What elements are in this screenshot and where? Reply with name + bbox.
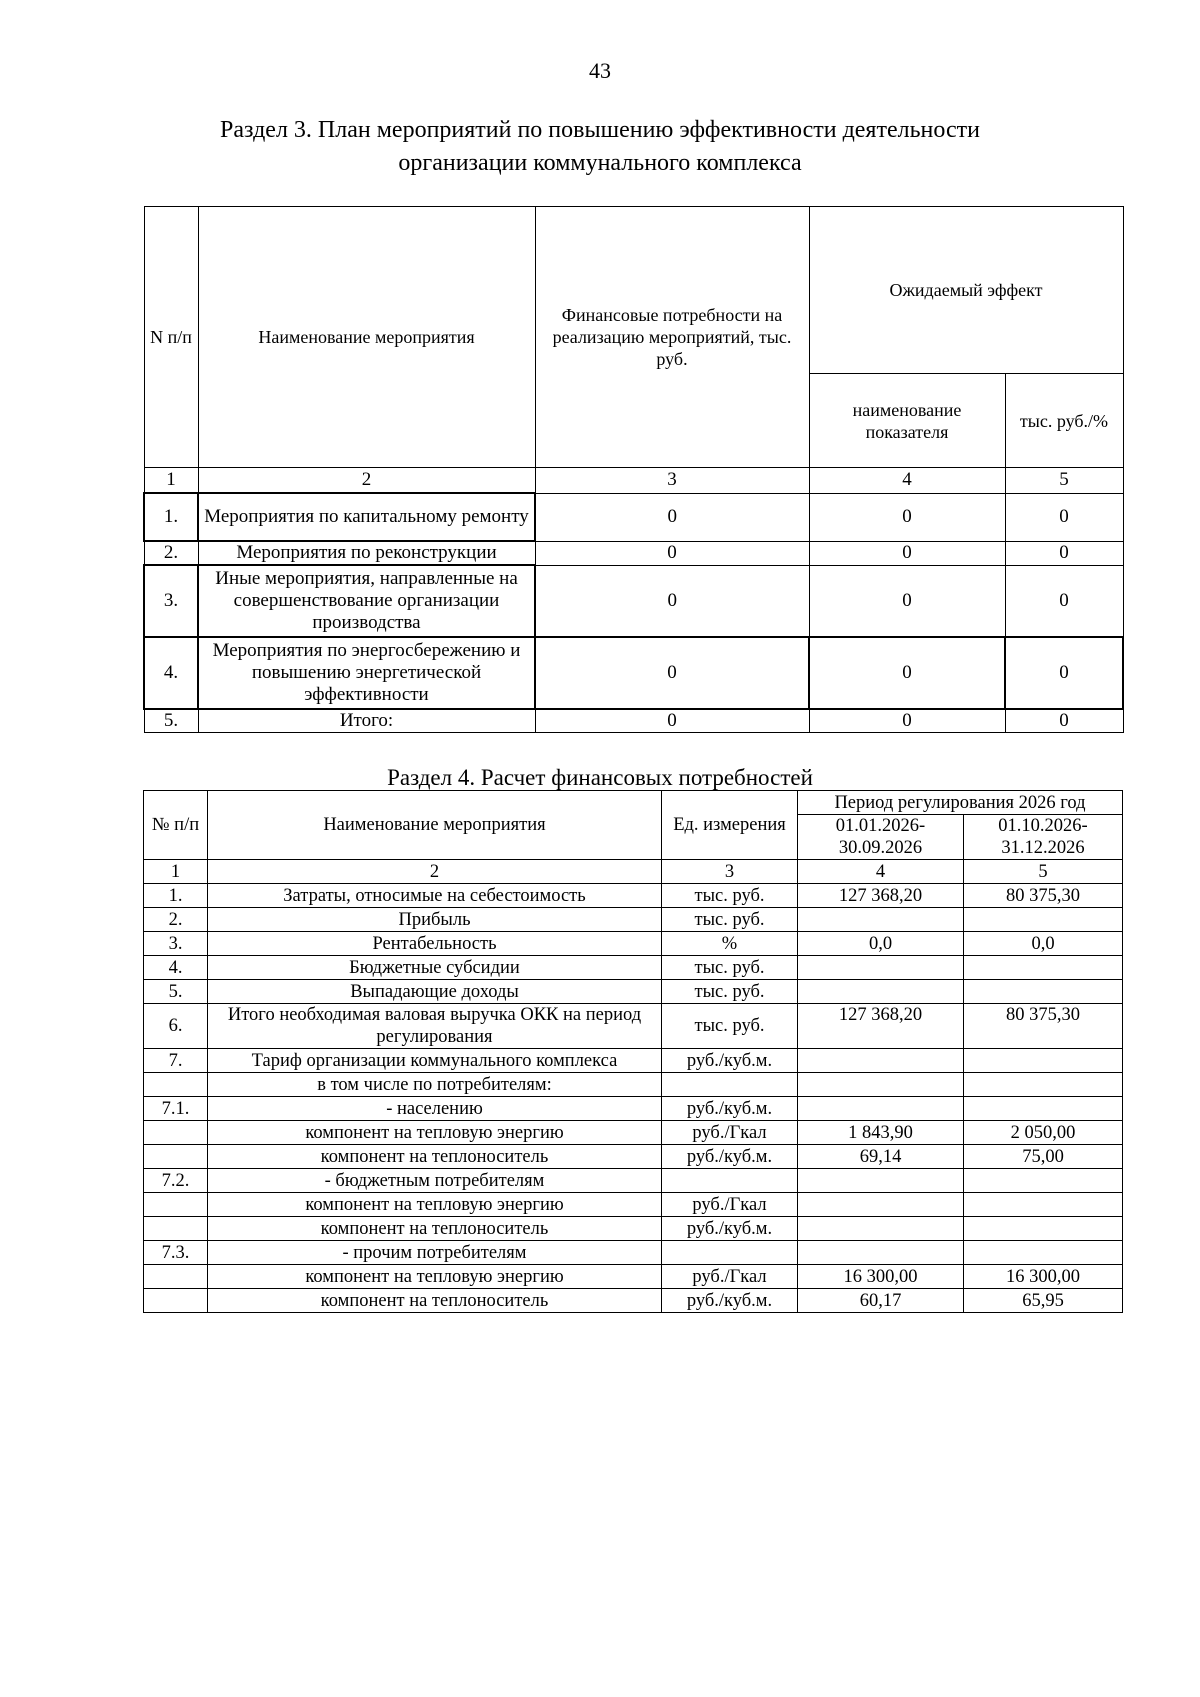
row-name: компонент на тепловую энергию xyxy=(208,1265,662,1289)
row-name: Итого: xyxy=(198,709,535,733)
header-period-2: 01.10.2026- 31.12.2026 xyxy=(964,815,1123,860)
row-value: 0 xyxy=(1005,493,1123,541)
section3-table xyxy=(143,206,1124,733)
row-name: Затраты, относимые на себестоимость xyxy=(208,884,662,908)
row-name: - населению xyxy=(208,1097,662,1121)
row-value-period-1 xyxy=(798,1169,964,1193)
row-num: 2. xyxy=(144,908,208,932)
table-row xyxy=(144,709,1123,733)
row-name: Мероприятия по энергосбережению и повышению энергетической эффективности xyxy=(198,637,535,709)
row-finance: 0 xyxy=(535,493,809,541)
row-value-period-1 xyxy=(798,908,964,932)
row-unit: руб./куб.м. xyxy=(662,1289,798,1313)
section4-title: Раздел 4. Расчет финансовых потребностей xyxy=(387,765,813,790)
row-value-period-1 xyxy=(798,980,964,1004)
row-value-period-2 xyxy=(964,956,1123,980)
row-value-period-1 xyxy=(798,956,964,980)
table-row xyxy=(144,1265,1123,1289)
row-unit xyxy=(662,1073,798,1097)
row-name: - прочим потребителям xyxy=(208,1241,662,1265)
table-row xyxy=(144,1073,1123,1097)
table-row xyxy=(144,565,1123,637)
row-unit: тыс. руб. xyxy=(662,1004,798,1049)
row-num xyxy=(144,1073,208,1097)
row-num xyxy=(144,1145,208,1169)
header-name: Наименование мероприятия xyxy=(198,207,535,468)
row-value-period-2: 65,95 xyxy=(964,1289,1123,1313)
row-indicator: 0 xyxy=(809,541,1005,565)
row-num: 3. xyxy=(144,932,208,956)
row-name: Иные мероприятия, направленные на совершенствование организации производства xyxy=(198,565,535,637)
table-row xyxy=(144,493,1123,541)
row-unit: руб./куб.м. xyxy=(662,1145,798,1169)
row-name: Прибыль xyxy=(208,908,662,932)
row-unit: тыс. руб. xyxy=(662,908,798,932)
table-row xyxy=(144,932,1123,956)
row-value-period-2 xyxy=(964,1073,1123,1097)
column-number: 2 xyxy=(208,860,662,884)
table-row xyxy=(144,1097,1123,1121)
row-name: Выпадающие доходы xyxy=(208,980,662,1004)
row-value-period-2 xyxy=(964,1217,1123,1241)
row-num: 5. xyxy=(144,709,198,733)
row-value-period-1: 16 300,00 xyxy=(798,1265,964,1289)
header-num: № п/п xyxy=(144,791,208,860)
header-period-1: 01.01.2026- 30.09.2026 xyxy=(798,815,964,860)
row-num: 5. xyxy=(144,980,208,1004)
row-value: 0 xyxy=(1005,709,1123,733)
row-name: Мероприятия по реконструкции xyxy=(198,541,535,565)
table-row xyxy=(144,1193,1123,1217)
row-unit: руб./куб.м. xyxy=(662,1217,798,1241)
section4-body xyxy=(144,884,1123,1313)
row-value-period-2: 2 050,00 xyxy=(964,1121,1123,1145)
row-num: 7.1. xyxy=(144,1097,208,1121)
table-row xyxy=(144,1241,1123,1265)
row-name: компонент на тепловую энергию xyxy=(208,1121,662,1145)
column-number: 1 xyxy=(144,860,208,884)
section3-title-line2: организации коммунального комплекса xyxy=(398,150,802,176)
column-number: 5 xyxy=(1005,468,1123,494)
row-indicator: 0 xyxy=(809,565,1005,637)
header-name: Наименование мероприятия xyxy=(208,791,662,860)
header-indicator-name: наименование показателя xyxy=(809,374,1005,468)
column-number: 3 xyxy=(535,468,809,494)
row-value-period-1: 127 368,20 xyxy=(798,884,964,908)
row-value-period-2 xyxy=(964,1241,1123,1265)
row-name: Рентабельность xyxy=(208,932,662,956)
row-num xyxy=(144,1121,208,1145)
row-name: компонент на тепловую энергию xyxy=(208,1193,662,1217)
row-unit: руб./Гкал xyxy=(662,1121,798,1145)
row-value: 0 xyxy=(1005,565,1123,637)
row-name: Мероприятия по капитальному ремонту xyxy=(198,493,535,541)
row-name: Тариф организации коммунального комплекса xyxy=(208,1049,662,1073)
row-num: 7.2. xyxy=(144,1169,208,1193)
row-value-period-2 xyxy=(964,980,1123,1004)
row-num: 4. xyxy=(144,637,198,709)
table-row xyxy=(144,1049,1123,1073)
row-finance: 0 xyxy=(535,541,809,565)
column-number: 4 xyxy=(798,860,964,884)
table-row xyxy=(144,1004,1123,1049)
row-value-period-1 xyxy=(798,1241,964,1265)
row-unit: тыс. руб. xyxy=(662,980,798,1004)
row-num: 7.3. xyxy=(144,1241,208,1265)
table-row xyxy=(144,980,1123,1004)
row-num: 7. xyxy=(144,1049,208,1073)
row-unit: % xyxy=(662,932,798,956)
header-expected-effect: Ожидаемый эффект xyxy=(809,207,1123,374)
row-value-period-2 xyxy=(964,1049,1123,1073)
row-num xyxy=(144,1193,208,1217)
row-num: 3. xyxy=(144,565,198,637)
row-value-period-1 xyxy=(798,1217,964,1241)
row-name: - бюджетным потребителям xyxy=(208,1169,662,1193)
table-row xyxy=(144,1145,1123,1169)
page-number: 43 xyxy=(589,58,611,83)
row-value-period-1 xyxy=(798,1049,964,1073)
table-row xyxy=(144,908,1123,932)
table-row xyxy=(144,1169,1123,1193)
row-num: 4. xyxy=(144,956,208,980)
table-row xyxy=(144,1121,1123,1145)
table-row xyxy=(144,1289,1123,1313)
column-number: 3 xyxy=(662,860,798,884)
row-indicator: 0 xyxy=(809,493,1005,541)
table-row xyxy=(144,1217,1123,1241)
row-num xyxy=(144,1289,208,1313)
column-number: 4 xyxy=(809,468,1005,494)
row-name: Бюджетные субсидии xyxy=(208,956,662,980)
row-value-period-1: 127 368,20 xyxy=(798,1004,964,1049)
row-name: в том числе по потребителям: xyxy=(208,1073,662,1097)
table-row xyxy=(144,884,1123,908)
row-value-period-2: 75,00 xyxy=(964,1145,1123,1169)
row-unit xyxy=(662,1241,798,1265)
header-period: Период регулирования 2026 год xyxy=(798,791,1123,815)
column-number: 1 xyxy=(144,468,198,494)
row-value-period-2 xyxy=(964,1169,1123,1193)
row-value-period-2 xyxy=(964,908,1123,932)
table-row xyxy=(144,637,1123,709)
row-value: 0 xyxy=(1005,637,1123,709)
row-name: компонент на теплоноситель xyxy=(208,1289,662,1313)
row-unit: руб./Гкал xyxy=(662,1265,798,1289)
row-num: 6. xyxy=(144,1004,208,1049)
row-name: компонент на теплоноситель xyxy=(208,1217,662,1241)
row-unit: руб./Гкал xyxy=(662,1193,798,1217)
row-unit: руб./куб.м. xyxy=(662,1049,798,1073)
row-value-period-1 xyxy=(798,1073,964,1097)
row-finance: 0 xyxy=(535,709,809,733)
header-indicator-unit: тыс. руб./% xyxy=(1005,374,1123,468)
row-value-period-1: 69,14 xyxy=(798,1145,964,1169)
row-value-period-2: 16 300,00 xyxy=(964,1265,1123,1289)
row-value-period-1 xyxy=(798,1097,964,1121)
row-value-period-2 xyxy=(964,1193,1123,1217)
row-value-period-2: 80 375,30 xyxy=(964,1004,1123,1049)
row-unit: руб./куб.м. xyxy=(662,1097,798,1121)
row-value-period-1: 1 843,90 xyxy=(798,1121,964,1145)
row-num xyxy=(144,1265,208,1289)
row-indicator: 0 xyxy=(809,709,1005,733)
section4-table xyxy=(143,790,1123,1313)
row-value-period-2: 0,0 xyxy=(964,932,1123,956)
row-indicator: 0 xyxy=(809,637,1005,709)
row-unit: тыс. руб. xyxy=(662,884,798,908)
row-value-period-1 xyxy=(798,1193,964,1217)
row-finance: 0 xyxy=(535,565,809,637)
section3-title-line1: Раздел 3. План мероприятий по повышению эффективности деятельности xyxy=(220,117,980,143)
row-num: 2. xyxy=(144,541,198,565)
row-num xyxy=(144,1217,208,1241)
row-num: 1. xyxy=(144,493,198,541)
table-row xyxy=(144,541,1123,565)
row-unit xyxy=(662,1169,798,1193)
section3-title xyxy=(0,114,1200,180)
row-unit: тыс. руб. xyxy=(662,956,798,980)
header-finance: Финансовые потребности на реализацию мероприятий, тыс. руб. xyxy=(535,207,809,468)
row-num: 1. xyxy=(144,884,208,908)
row-finance: 0 xyxy=(535,637,809,709)
table-row xyxy=(144,956,1123,980)
column-number: 2 xyxy=(198,468,535,494)
row-value: 0 xyxy=(1005,541,1123,565)
header-num: N п/п xyxy=(144,207,198,468)
row-name: Итого необходимая валовая выручка ОКК на период регулирования xyxy=(208,1004,662,1049)
row-value-period-1: 60,17 xyxy=(798,1289,964,1313)
row-name: компонент на теплоноситель xyxy=(208,1145,662,1169)
row-value-period-1: 0,0 xyxy=(798,932,964,956)
header-unit: Ед. измерения xyxy=(662,791,798,860)
row-value-period-2 xyxy=(964,1097,1123,1121)
column-number: 5 xyxy=(964,860,1123,884)
row-value-period-2: 80 375,30 xyxy=(964,884,1123,908)
